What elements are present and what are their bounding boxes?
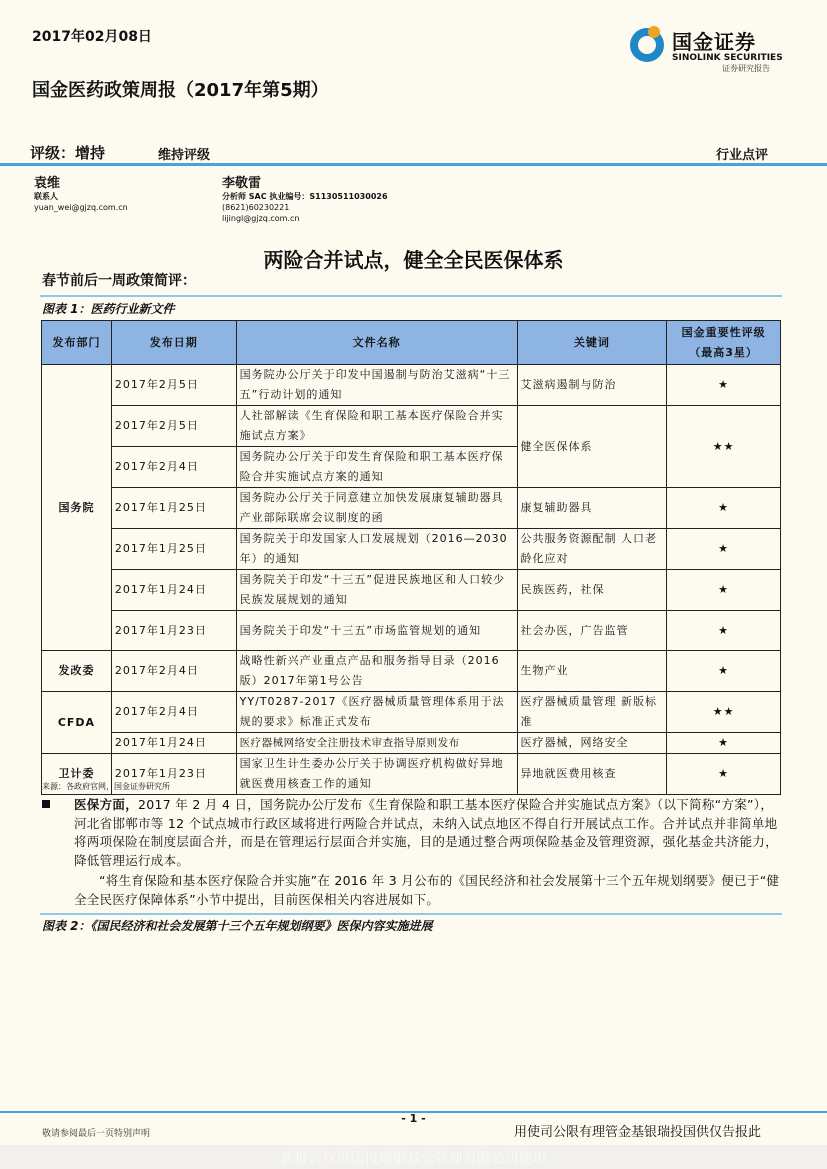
table-row <box>42 488 781 529</box>
keyword-cell: 艾滋病遏制与防治 <box>517 365 667 406</box>
author-role: 分析师 SAC 执业编号：S1130511030026 <box>222 192 388 201</box>
author-phone: (8621)60230221 <box>222 203 290 212</box>
figure-caption: 图表 2：《国民经济和社会发展第十三个五年规划纲要》医保内容实施进展 <box>42 919 433 933</box>
author-role: 联系人 <box>34 192 58 201</box>
divider <box>0 163 827 166</box>
bullet-icon <box>42 800 50 808</box>
star-rating: ★ <box>667 651 781 692</box>
dept-cell: CFDA <box>42 692 112 754</box>
star-rating: ★ <box>667 733 781 754</box>
logo-cn: 国金证券 <box>672 30 756 54</box>
star-rating: ★★ <box>667 692 781 733</box>
doc-cell: 国务院办公厅关于印发中国遏制与防治艾滋病“十三五”行动计划的通知 <box>236 365 517 406</box>
headline: 两险合并试点，健全全民医保体系 <box>263 248 564 272</box>
dept-cell: 国务院 <box>42 365 112 651</box>
star-rating: ★★ <box>667 406 781 488</box>
keyword-cell: 生物产业 <box>517 651 667 692</box>
keyword-cell: 异地就医费用核查 <box>517 754 667 795</box>
policy-table <box>41 320 781 795</box>
logo-subtitle: 证券研究报告 <box>722 64 770 73</box>
doc-cell: 人社部解读《生育保险和职工基本医疗保险合并实施试点方案》 <box>236 406 517 447</box>
doc-cell: 国务院关于印发国家人口发展规划（2016—2030年）的通知 <box>236 529 517 570</box>
divider <box>40 913 782 915</box>
column-header: 发布日期 <box>111 321 236 365</box>
table-source: 来源：各政府官网，国金证券研究所 <box>42 782 170 791</box>
column-header: 关键词 <box>517 321 667 365</box>
keyword-cell: 公共服务资源配制 人口老龄化应对 <box>517 529 667 570</box>
rating-note: 维持评级 <box>158 148 211 163</box>
doc-cell: 国务院关于印发“十三五”市场监管规划的通知 <box>236 611 517 651</box>
doc-cell: 医疗器械网络安全注册技术审查指导原则发布 <box>236 733 517 754</box>
date-cell: 2017年2月5日 <box>111 365 236 406</box>
paragraph-lead: 医保方面， <box>74 797 139 812</box>
table-header <box>42 321 781 365</box>
paragraph-text: 2017 年 2 月 4 日，国务院办公厅发布《生育保险和职工基本医疗保险合并实施试点方案》（以下简称“方案”），河北省邯郸市等 12 个试点城市行政区域将进行两险合并试点，未纳入试点地区不得自行开展试点工作。合并试点并非简单地将两项保险在制度层面合并，而是在管理运行层面合并实施，目的是通过整合两项保险基金及管理资源，强化基金共济能力，降低管理运行成本。 <box>74 797 779 868</box>
date-cell: 2017年2月4日 <box>111 651 236 692</box>
keyword-cell: 健全医保体系 <box>517 406 667 488</box>
date-cell: 2017年2月4日 <box>111 692 236 733</box>
logo-dot-icon <box>648 26 660 38</box>
author-email[interactable]: yuan_wei@gjzq.com.cn <box>34 203 128 212</box>
keyword-cell: 医疗器械质量管理 新版标准 <box>517 692 667 733</box>
paragraph-2: “将生育保险和基本医疗保险合并实施”在 2016 年 3 月公布的《国民经济和社会发展第十三个五年规划纲要》便已于“健全全民医疗保障体系”小节中提出，目前医保相关内容进展如下。 <box>74 873 780 907</box>
divider <box>40 295 782 297</box>
date-cell: 2017年1月24日 <box>111 570 236 611</box>
author-name: 李敬雷 <box>222 176 262 191</box>
dept-cell: 发改委 <box>42 651 112 692</box>
figure-caption: 图表 1：医药行业新文件 <box>42 302 175 316</box>
report-date: 2017年02月08日 <box>32 29 152 45</box>
watermark-text: 此报告仅供国投瑞银基金管理有限公司使用 <box>280 1151 547 1167</box>
date-cell: 2017年2月5日 <box>111 406 236 447</box>
doc-cell: YY/T0287-2017《医疗器械质量管理体系用于法规的要求》标准正式发布 <box>236 692 517 733</box>
table-row <box>42 529 781 570</box>
table-row <box>42 570 781 611</box>
date-cell: 2017年1月25日 <box>111 529 236 570</box>
column-header: 发布部门 <box>42 321 112 365</box>
author-2 <box>222 172 388 224</box>
date-cell: 2017年1月24日 <box>111 733 236 754</box>
logo-en: SINOLINK SECURITIES <box>672 53 783 63</box>
table-row <box>42 692 781 733</box>
page-number: - 1 - <box>401 1112 426 1125</box>
star-rating: ★ <box>667 488 781 529</box>
doc-cell: 国务院关于印发“十三五”促进民族地区和人口较少民族发展规划的通知 <box>236 570 517 611</box>
report-type: 行业点评 <box>716 148 769 163</box>
date-cell: 2017年1月25日 <box>111 488 236 529</box>
star-rating: ★ <box>667 611 781 651</box>
table-row <box>42 406 781 447</box>
keyword-cell: 社会办医，广告监管 <box>517 611 667 651</box>
table-row <box>42 651 781 692</box>
column-header: 文件名称 <box>236 321 517 365</box>
author-email[interactable]: lijingl@gjzq.com.cn <box>222 214 300 223</box>
keyword-cell: 康复辅助器具 <box>517 488 667 529</box>
star-rating: ★ <box>667 365 781 406</box>
rating: 评级：增持 <box>30 144 106 162</box>
dept-cell: 卫计委 <box>42 754 112 795</box>
keyword-cell: 民族医药，社保 <box>517 570 667 611</box>
star-rating: ★ <box>667 754 781 795</box>
keyword-cell: 医疗器械，网络安全 <box>517 733 667 754</box>
footer-mirror-text: 用使司公限有理管金基银瑞投国供仅告报此 <box>514 1125 762 1140</box>
date-cell: 2017年2月4日 <box>111 447 236 488</box>
star-rating: ★ <box>667 570 781 611</box>
subheading: 春节前后一周政策简评： <box>42 273 196 289</box>
doc-cell: 国务院办公厅关于印发生育保险和职工基本医疗保险合并实施试点方案的通知 <box>236 447 517 488</box>
author-1 <box>34 172 128 213</box>
star-rating: ★ <box>667 529 781 570</box>
paragraph-1 <box>74 796 784 870</box>
date-cell: 2017年1月23日 <box>111 611 236 651</box>
disclaimer: 敬请参阅最后一页特别声明 <box>42 1129 151 1139</box>
date-cell: 2017年1月23日 <box>111 754 236 795</box>
doc-cell: 战略性新兴产业重点产品和服务指导目录（2016版）2017年第1号公告 <box>236 651 517 692</box>
author-name: 袁维 <box>34 176 61 191</box>
table-row <box>42 611 781 651</box>
table-row <box>42 365 781 406</box>
doc-cell: 国家卫生计生委办公厅关于协调医疗机构做好异地就医费用核查工作的通知 <box>236 754 517 795</box>
column-header: 国金重要性评级（最高3星） <box>667 321 781 365</box>
table-row <box>42 733 781 754</box>
doc-cell: 国务院办公厅关于同意建立加快发展康复辅助器具产业部际联席会议制度的函 <box>236 488 517 529</box>
report-title: 国金医药政策周报（2017年第5期） <box>32 80 329 101</box>
